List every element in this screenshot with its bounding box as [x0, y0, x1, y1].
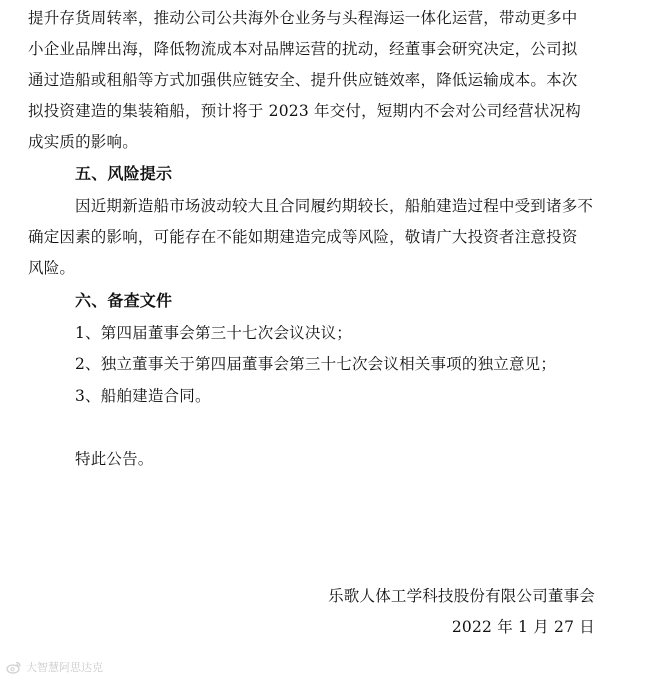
document-list-item: 1、第四届董事会第三十七次会议决议；: [75, 324, 352, 342]
body-line: 拟投资建造的集装箱船，预计将于 2023 年交付，短期内不会对公司经营状况构: [28, 102, 581, 120]
body-line: 确定因素的影响，可能存在不能如期建造完成等风险，敬请广大投资者注意投资: [28, 228, 578, 246]
document-list-item: 3、船舶建造合同。: [75, 387, 211, 405]
section-heading-documents: 六、备查文件: [75, 291, 173, 310]
watermark-text: 大智慧阿思达克: [26, 661, 103, 674]
body-line: 成实质的影响。: [28, 133, 138, 151]
body-line: 小企业品牌出海，降低物流成本对品牌运营的扰动，经董事会研究决定，公司拟: [28, 40, 578, 58]
signature-org: 乐歌人体工学科技股份有限公司董事会: [328, 587, 595, 605]
body-line: 通过造船或租船等方式加强供应链安全、提升供应链效率，降低运输成本。本次: [28, 71, 578, 89]
watermark: [6, 659, 103, 675]
body-line: 提升存货周转率，推动公司公共海外仓业务与头程海运一体化运营，带动更多中: [28, 9, 578, 27]
weibo-icon: [6, 660, 22, 674]
body-line: 因近期新造船市场波动较大且合同履约期较长，船舶建造过程中受到诸多不: [75, 197, 594, 215]
closing-text: 特此公告。: [75, 450, 154, 468]
section-heading-risk: 五、风险提示: [75, 164, 173, 183]
body-line: 风险。: [28, 259, 76, 277]
document-list-item: 2、独立董事关于第四届董事会第三十七次会议相关事项的独立意见；: [75, 355, 557, 373]
signature-date: 2022 年 1 月 27 日: [451, 618, 595, 636]
